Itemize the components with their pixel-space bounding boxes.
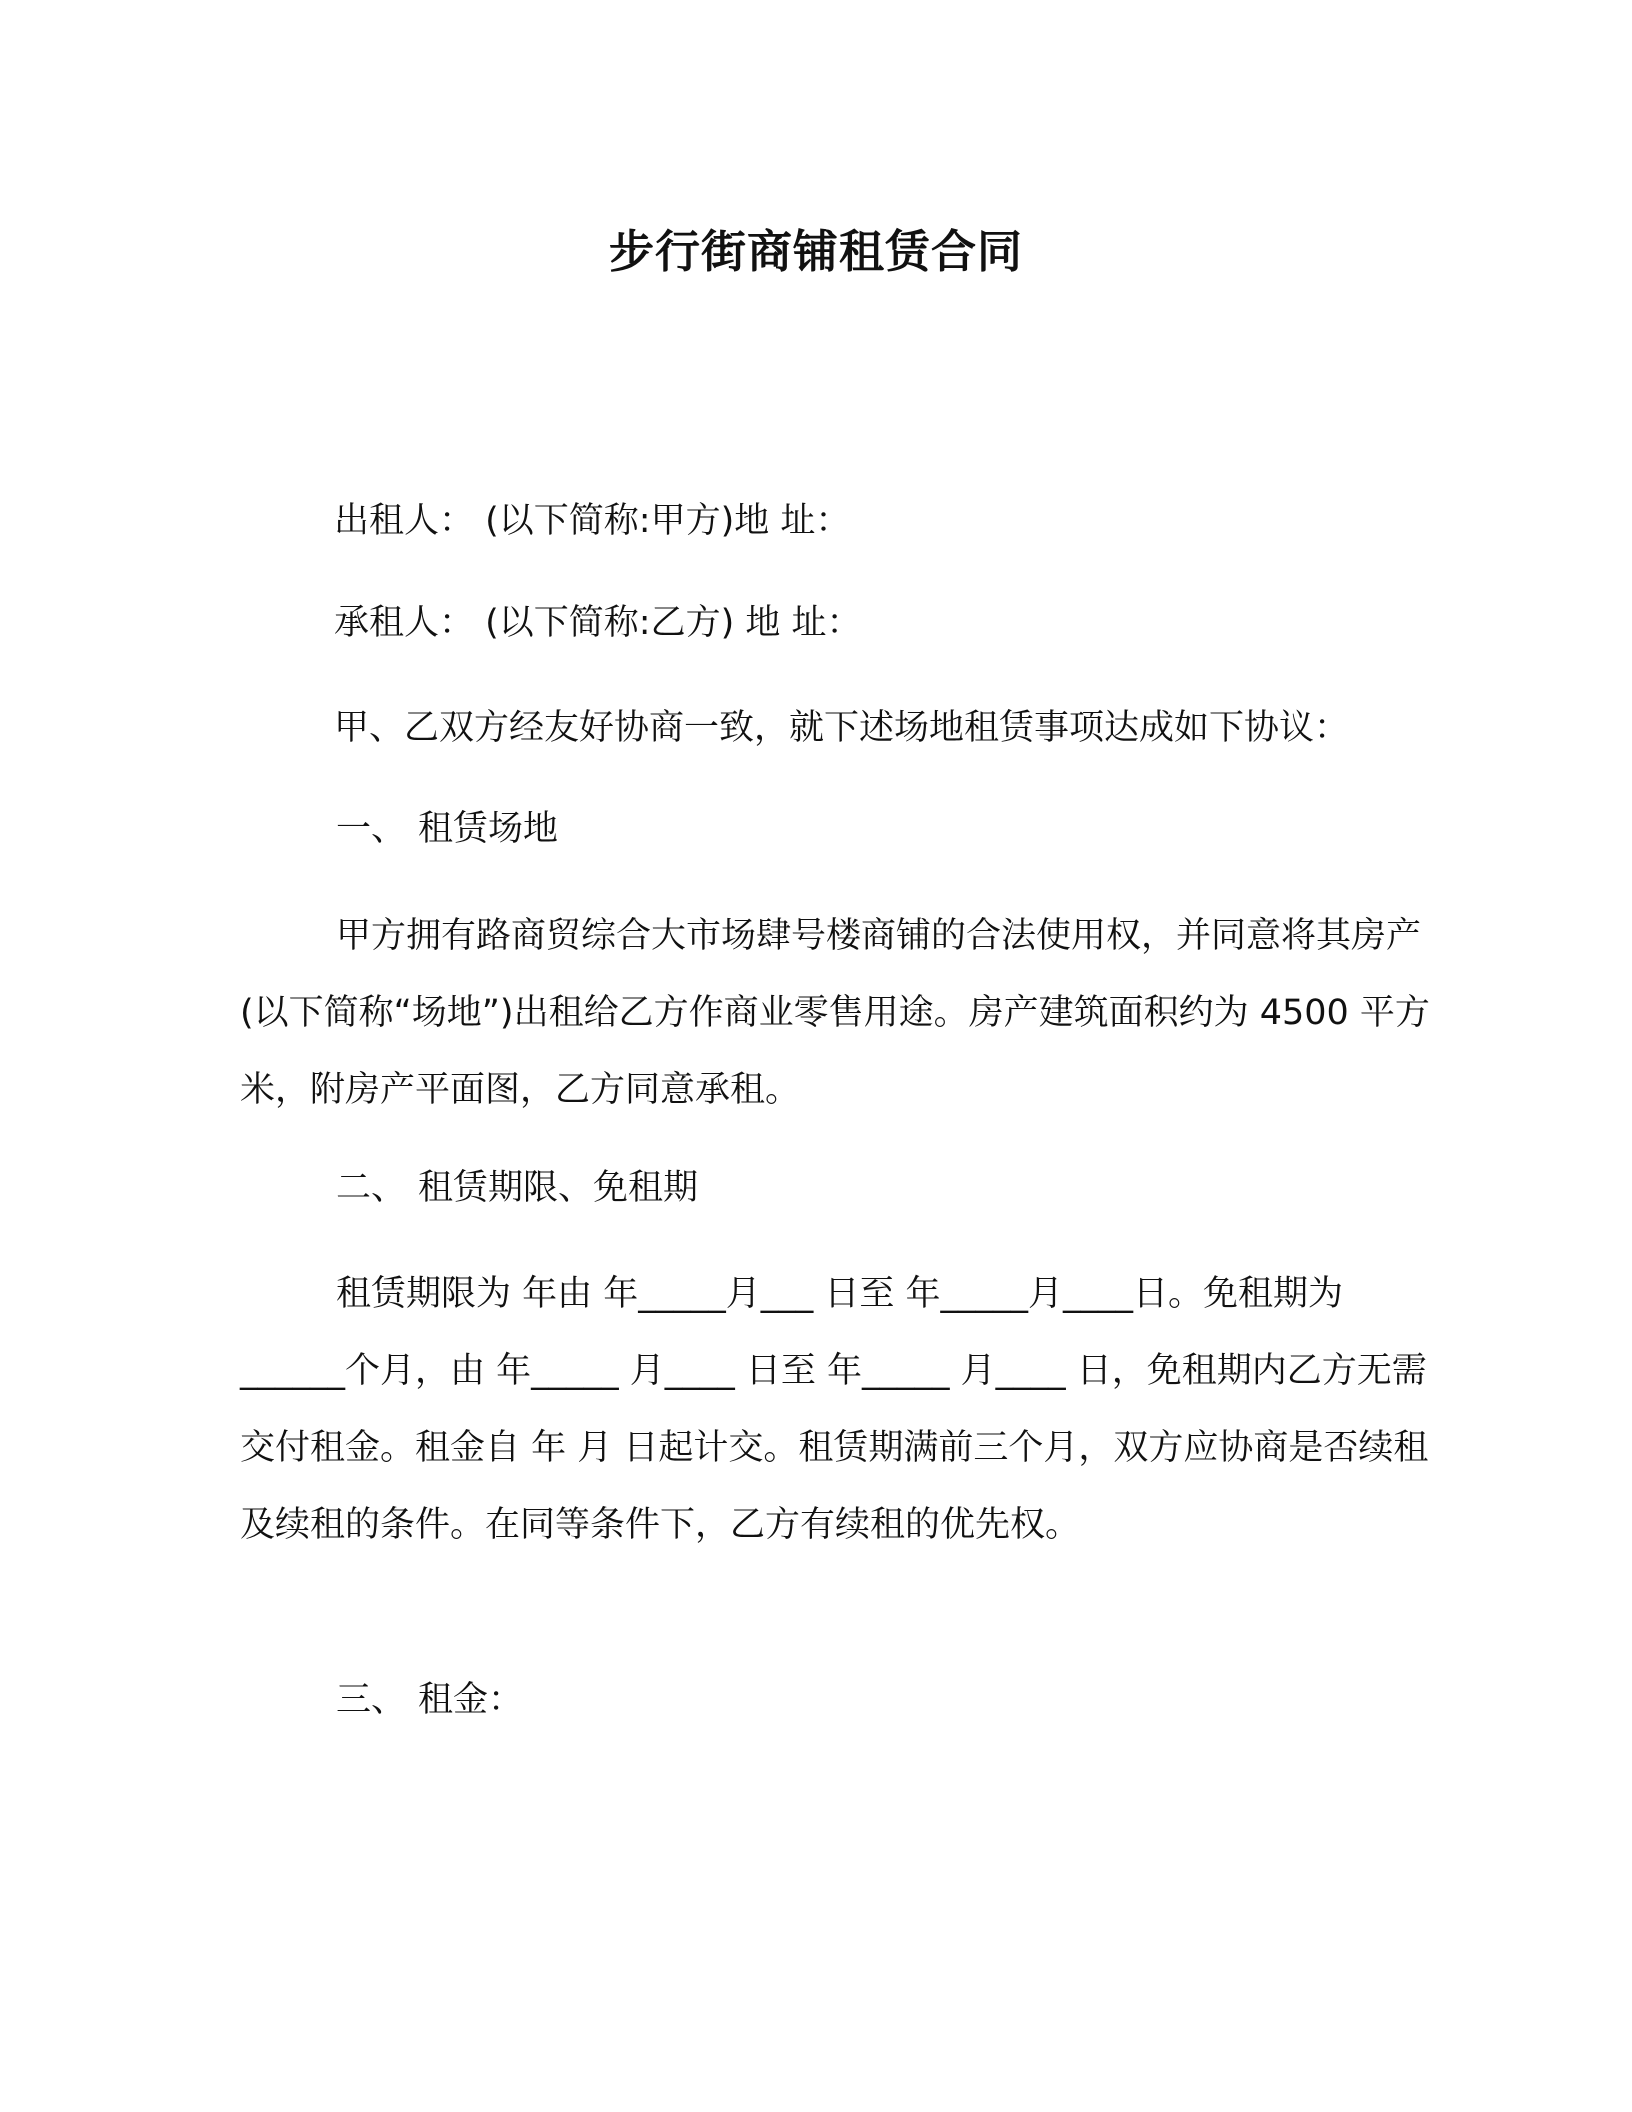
section-heading [336, 806, 558, 852]
section-title: 租赁场地 [418, 809, 559, 849]
lessor-line: 出租人： (以下简称:甲方)地 址： [334, 501, 851, 541]
section-heading [336, 1165, 698, 1211]
section-body: 甲方拥有路商贸综合大市场肆号楼商铺的合法使用权，并同意将其房产(以下简称“场地”)出租给乙方作商业零售用途。房产建筑面积约为 4500 平方米，附房产平面图，乙方同意承租。 [240, 916, 1430, 1110]
section-title: 租赁期限、免租期 [418, 1168, 699, 1208]
section-heading [336, 1677, 523, 1723]
intro-paragraph: 甲、乙双方经友好协商一致，就下述场地租赁事项达成如下协议： [334, 708, 1350, 748]
section-number: 三、 [336, 1680, 407, 1720]
lessee-line: 承租人： (以下简称:乙方) 地 址： [334, 603, 862, 643]
section-number: 二、 [336, 1168, 407, 1208]
section-number: 一、 [336, 809, 407, 849]
section-title: 租金： [418, 1680, 524, 1720]
document-title: 步行街商铺租赁合同 [608, 225, 1023, 278]
section-body: 租赁期限为 年由 年_____月___ 日至 年_____月____日。免租期为______个月，由 年_____ 月____ 日至 年_____ 月____ 日，免租期内乙方无需交付租金。租金自 年 月 日起计交。租赁期满前三个月，双方应协商是否续租及续租的条件。在同等条件下，乙方有续租的优先权。 [240, 1274, 1429, 1545]
